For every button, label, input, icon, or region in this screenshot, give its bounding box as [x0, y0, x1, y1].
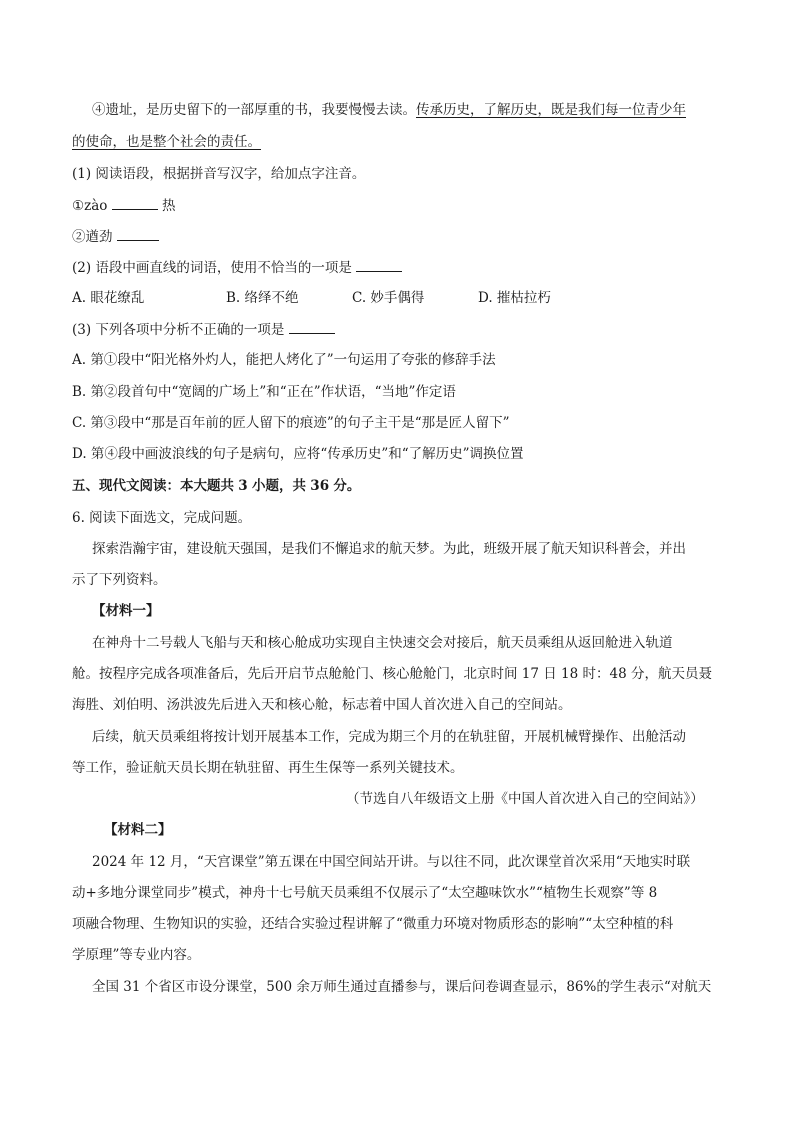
- q2-option-b: B. 络绎不绝: [226, 290, 299, 306]
- material-1-p1-line-3: 海胜、刘伯明、汤洪波先后进入天和核心舱，标志着中国人首次进入自己的空间站。: [72, 697, 572, 713]
- material-1-p1-line-2: 舱。按程序完成各项准备后，先后开启节点舱舱门、核心舱舱门，北京时间 17 日 18 时：48 分，航天员聂: [72, 666, 712, 682]
- answer-blank[interactable]: [117, 226, 159, 241]
- q6-intro-1: 探索浩瀚宇宙，建设航天强国，是我们不懈追求的航天梦。为此，班级开展了航天知识科普会，并出: [92, 541, 686, 557]
- material-2-p1-line-2: 动+多地分课堂同步”模式，神舟十七号航天员乘组不仅展示了“太空趣味饮水”“植物生长观察”等 8: [72, 885, 658, 901]
- section-5-heading: 五、现代文阅读：本大题共 3 小题，共 36 分。: [72, 478, 361, 494]
- material-1-source: （节选自八年级语文上册《中国人首次进入自己的空间站》）: [346, 791, 704, 807]
- material-1-p2-line-2: 等工作，验证航天员长期在轨驻留、再生生保等一系列关键技术。: [72, 760, 464, 776]
- answer-blank[interactable]: [289, 319, 335, 334]
- q1-item-b: ②遒劲: [72, 226, 159, 247]
- p4-line-1: ④遗址，是历史留下的一部厚重的书，我要慢慢去读。传承历史，了解历史，既是我们每一位青少年: [92, 102, 686, 118]
- q3-option-d: D. 第④段中画波浪线的句子是病句，应将“传承历史”和“了解历史”调换位置: [72, 446, 524, 462]
- q2-option-d: D. 摧枯拉朽: [478, 290, 551, 306]
- q6-stem: 6. 阅读下面选文，完成问题。: [72, 510, 252, 526]
- answer-blank[interactable]: [112, 195, 158, 210]
- q3-option-c: C. 第③段中“那是百年前的匠人留下的痕迹”的句子主干是“那是匠人留下”: [72, 415, 510, 431]
- material-1-p2-line-1: 后续，航天员乘组将按计划开展基本工作，完成为期三个月的在轨驻留，开展机械臂操作、出舱活动: [92, 729, 686, 745]
- q6-intro-2: 示了下列资料。: [72, 572, 167, 588]
- q3-option-a: A. 第①段中“阳光格外灼人，能把人烤化了”一句运用了夸张的修辞手法: [72, 352, 496, 368]
- q2-option-c: C. 妙手偶得: [352, 290, 425, 306]
- material-2-p1-line-1: 2024 年 12 月，“天宫课堂”第五课在中国空间站开讲。与以往不同，此次课堂首次采用“天地实时联: [92, 854, 691, 870]
- material-1-p1-line-1: 在神舟十二号载人飞船与天和核心舱成功实现自主快速交会对接后，航天员乘组从返回舱进入轨道: [92, 635, 673, 651]
- underlined-sentence: 传承历史，了解历史，既是我们每一位青少年: [416, 102, 686, 118]
- material-2-p1-line-3: 项融合物理、生物知识的实验，还结合实验过程讲解了“微重力环境对物质形态的影响”“太空种植的科: [72, 916, 674, 932]
- answer-blank[interactable]: [356, 257, 402, 272]
- material-2-heading: 【材料二】: [104, 822, 172, 838]
- q2-stem: (2) 语段中画直线的词语，使用不恰当的一项是: [72, 257, 402, 278]
- q1-stem: (1) 阅读语段，根据拼音写汉字，给加点字注音。: [72, 166, 366, 182]
- material-2-p1-line-4: 学原理”等专业内容。: [72, 947, 201, 963]
- material-1-heading: 【材料一】: [92, 603, 160, 619]
- material-2-p2-line-1: 全国 31 个省区市设分课堂，500 余万师生通过直播参与，课后问卷调查显示，86%的学生表示“对航天: [92, 979, 712, 995]
- q2-option-a: A. 眼花缭乱: [72, 290, 145, 306]
- q3-stem: (3) 下列各项中分析不正确的一项是: [72, 319, 335, 340]
- p4-line-2: [72, 132, 261, 152]
- q3-option-b: B. 第②段首句中“宽阔的广场上”和“正在”作状语，“当地”作定语: [72, 384, 456, 400]
- q1-item-a: ①zào 热: [72, 195, 176, 216]
- underlined-sentence-cont: 的使命，也是整个社会的责任。: [72, 134, 261, 150]
